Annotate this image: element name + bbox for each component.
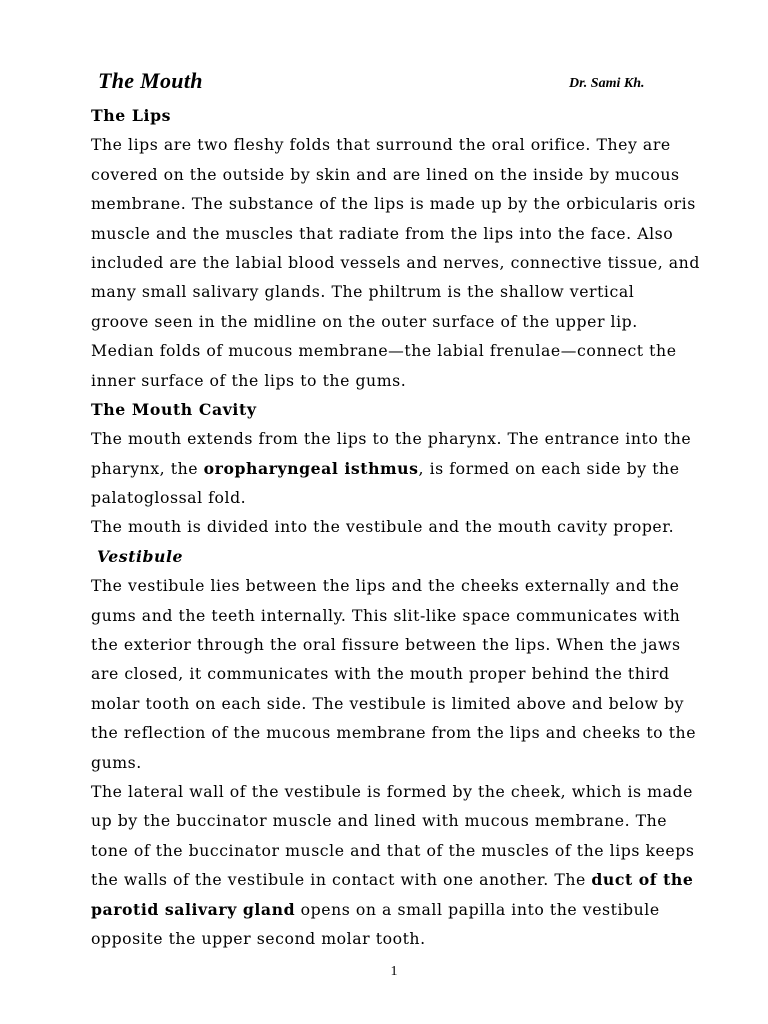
section-heading-lips: The Lips — [91, 106, 172, 125]
text-line: The lateral wall of the vestibule is formed by the cheek, which is made — [91, 781, 693, 801]
text-line: tone of the buccinator muscle and that of the muscles of the lips keeps — [91, 840, 695, 860]
text-run: the walls of the vestibule in contact with one another. The — [91, 870, 592, 890]
text-run: pharynx, the — [91, 458, 204, 478]
text-line: groove seen in the midline on the outer surface of the upper lip. — [91, 311, 638, 331]
text-line: inner surface of the lips to the gums. — [91, 370, 407, 390]
text-line: molar tooth on each side. The vestibule is limited above and below by — [91, 693, 685, 713]
page-header — [0, 64, 768, 104]
text-line: covered on the outside by skin and are lined on the inside by mucous — [91, 164, 680, 184]
text-line: are closed, it communicates with the mouth proper behind the third — [91, 664, 670, 684]
text-run: , is formed on each side by the — [418, 458, 680, 478]
bold-term-parotid-gland: parotid salivary gland — [91, 899, 296, 919]
text-line: up by the buccinator muscle and lined with mucous membrane. The — [91, 811, 668, 831]
text-run: opens on a small papilla into the vestibule — [295, 899, 660, 919]
text-line: The vestibule lies between the lips and the cheeks externally and the — [91, 576, 680, 596]
text-line: gums and the teeth internally. This slit-like space communicates with — [91, 605, 681, 625]
text-line: Median folds of mucous membrane—the labial frenulae—connect the — [91, 341, 677, 361]
text-line: membrane. The substance of the lips is made up by the orbicularis oris — [91, 194, 696, 214]
author-name: Dr. Sami Kh. — [569, 76, 645, 91]
document-title: The Mouth — [98, 68, 203, 93]
text-line: included are the labial blood vessels and nerves, connective tissue, and — [91, 252, 700, 272]
bold-term-parotid-duct: duct of the — [591, 870, 694, 890]
text-line — [91, 454, 699, 483]
text-line: palatoglossal fold. — [91, 488, 247, 508]
text-line: the exterior through the oral fissure between the lips. When the jaws — [91, 635, 681, 655]
text-line: The mouth is divided into the vestibule and the mouth cavity proper. — [91, 517, 675, 537]
section-heading-vestibule: Vestibule — [97, 546, 184, 566]
text-line: many small salivary glands. The philtrum is the shallow vertical — [91, 282, 635, 302]
text-line: gums. — [91, 752, 142, 772]
section-heading-mouth-cavity: The Mouth Cavity — [91, 399, 257, 419]
text-line — [91, 865, 699, 894]
document-body — [91, 101, 699, 953]
text-line: muscle and the muscles that radiate from the lips into the face. Also — [91, 223, 674, 243]
text-line: The lips are two fleshy folds that surround the oral orifice. They are — [91, 135, 671, 155]
page-number: 1 — [390, 964, 398, 979]
text-line: The mouth extends from the lips to the pharynx. The entrance into the — [91, 429, 692, 449]
text-line: opposite the upper second molar tooth. — [91, 928, 426, 948]
text-line: the reflection of the mucous membrane from the lips and cheeks to the — [91, 723, 697, 743]
text-line — [91, 895, 699, 924]
bold-term-oropharyngeal-isthmus: oropharyngeal isthmus — [203, 458, 419, 478]
